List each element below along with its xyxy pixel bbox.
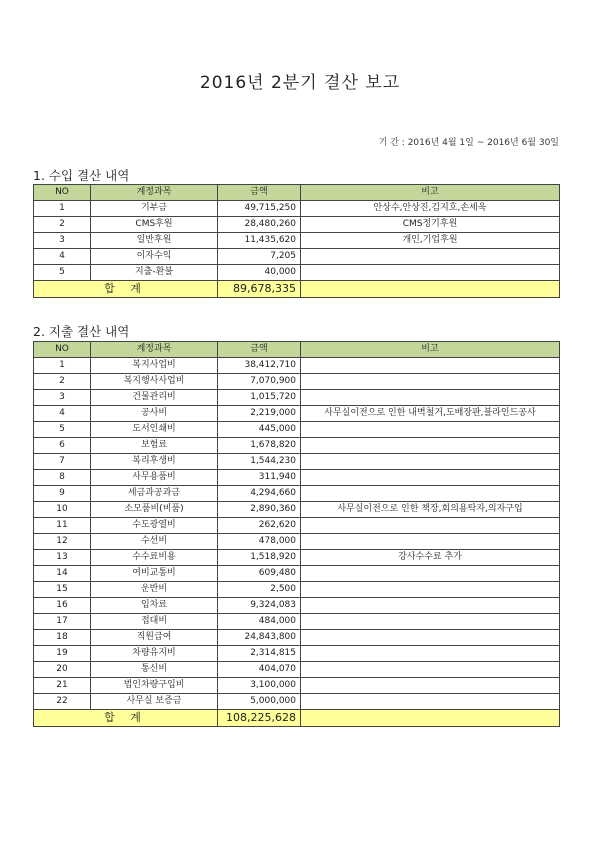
row-amount-cell: 2,500 [218,582,301,598]
row-note-cell: 사무실이전으로 인한 책장,회의용탁자,의자구입 [301,502,560,518]
total-amount: 108,225,628 [218,710,301,727]
table-row [34,534,560,550]
table-row [34,438,560,454]
row-account-cell: 수선비 [91,534,218,550]
total-row [34,710,560,727]
table-row [34,470,560,486]
row-no-cell: 6 [34,438,91,454]
row-no-cell: 17 [34,614,91,630]
table-row [34,502,560,518]
expense-header-row [34,342,560,358]
row-account-cell: 보험료 [91,438,218,454]
row-account-cell: 여비교통비 [91,566,218,582]
row-note-cell [301,694,560,710]
row-no-cell: 19 [34,646,91,662]
income-header-row [34,185,560,201]
table-row [34,566,560,582]
row-amount-cell: 2,314,815 [218,646,301,662]
row-no-cell: 1 [34,358,91,374]
row-amount-cell: 7,205 [218,249,301,265]
row-note-cell [301,390,560,406]
row-amount-cell: 7,070,900 [218,374,301,390]
row-note-cell: 개인,기업후원 [301,233,560,249]
table-row [34,582,560,598]
expense-section-title: 2. 지출 결산 내역 [33,324,130,339]
report-period: 기 간 : 2016년 4월 1일 ~ 2016년 6월 30일 [378,138,559,148]
table-row [34,201,560,217]
total-label: 합 계 [34,281,218,298]
row-amount-cell: 484,000 [218,614,301,630]
table-row [34,614,560,630]
table-row [34,646,560,662]
row-note-cell [301,662,560,678]
row-amount-cell: 38,412,710 [218,358,301,374]
row-amount-cell: 3,100,000 [218,678,301,694]
row-note-cell [301,566,560,582]
row-note-cell [301,614,560,630]
row-note-cell [301,646,560,662]
column-header-account: 계정과목 [91,185,218,201]
row-no-cell: 11 [34,518,91,534]
row-amount-cell: 11,435,620 [218,233,301,249]
row-note-cell [301,438,560,454]
row-note-cell [301,249,560,265]
row-no-cell: 15 [34,582,91,598]
row-amount-cell: 40,000 [218,265,301,281]
total-note-cell [301,710,560,727]
row-note-cell [301,582,560,598]
column-header-note: 비고 [301,185,560,201]
row-account-cell: 기부금 [91,201,218,217]
table-row [34,678,560,694]
row-no-cell: 4 [34,249,91,265]
row-account-cell: 수도광열비 [91,518,218,534]
table-row [34,406,560,422]
row-no-cell: 3 [34,390,91,406]
table-row [34,249,560,265]
row-amount-cell: 445,000 [218,422,301,438]
column-header-amount: 금액 [218,185,301,201]
table-row [34,518,560,534]
row-amount-cell: 1,544,230 [218,454,301,470]
row-no-cell: 21 [34,678,91,694]
row-note-cell [301,678,560,694]
row-account-cell: 이자수익 [91,249,218,265]
row-amount-cell: 24,843,800 [218,630,301,646]
row-no-cell: 22 [34,694,91,710]
row-amount-cell: 49,715,250 [218,201,301,217]
income-table [33,184,560,298]
report-title: 2016년 2분기 결산 보고 [199,73,401,93]
row-no-cell: 18 [34,630,91,646]
table-row [34,390,560,406]
column-header-no: NO [34,185,91,201]
row-account-cell: 차량유지비 [91,646,218,662]
column-header-account: 계정과목 [91,342,218,358]
row-note-cell: 안상수,안상진,김지호,손세욱 [301,201,560,217]
row-no-cell: 2 [34,374,91,390]
row-note-cell [301,374,560,390]
row-note-cell: 강사수수료 추가 [301,550,560,566]
row-note-cell: CMS정기후원 [301,217,560,233]
row-account-cell: 사무실 보증금 [91,694,218,710]
row-amount-cell: 478,000 [218,534,301,550]
column-header-no: NO [34,342,91,358]
row-account-cell: 운반비 [91,582,218,598]
row-note-cell [301,486,560,502]
row-amount-cell: 9,324,083 [218,598,301,614]
column-header-note: 비고 [301,342,560,358]
row-note-cell [301,630,560,646]
table-row [34,486,560,502]
table-row [34,265,560,281]
row-no-cell: 16 [34,598,91,614]
table-row [34,598,560,614]
row-account-cell: 사무용품비 [91,470,218,486]
row-no-cell: 2 [34,217,91,233]
row-note-cell [301,265,560,281]
row-account-cell: 공사비 [91,406,218,422]
row-no-cell: 4 [34,406,91,422]
table-row [34,217,560,233]
row-account-cell: 법인차량구입비 [91,678,218,694]
row-note-cell [301,454,560,470]
row-amount-cell: 2,219,000 [218,406,301,422]
row-no-cell: 5 [34,265,91,281]
row-account-cell: CMS후원 [91,217,218,233]
row-no-cell: 5 [34,422,91,438]
row-amount-cell: 609,480 [218,566,301,582]
row-note-cell [301,358,560,374]
income-section-title: 1. 수입 결산 내역 [33,168,130,183]
row-no-cell: 8 [34,470,91,486]
row-no-cell: 13 [34,550,91,566]
row-amount-cell: 262,620 [218,518,301,534]
table-row [34,694,560,710]
column-header-amount: 금액 [218,342,301,358]
row-note-cell [301,422,560,438]
row-account-cell: 복리후생비 [91,454,218,470]
row-account-cell: 지출-환불 [91,265,218,281]
row-note-cell: 사무실이전으로 인한 내벽철거,도배장판,블라인드공사 [301,406,560,422]
row-no-cell: 3 [34,233,91,249]
table-row [34,550,560,566]
total-label: 합 계 [34,710,218,727]
row-account-cell: 임차료 [91,598,218,614]
row-amount-cell: 2,890,360 [218,502,301,518]
table-row [34,358,560,374]
expense-table [33,341,560,727]
total-row [34,281,560,298]
row-account-cell: 접대비 [91,614,218,630]
table-row [34,454,560,470]
row-note-cell [301,534,560,550]
table-row [34,233,560,249]
row-amount-cell: 4,294,660 [218,486,301,502]
row-account-cell: 도서인쇄비 [91,422,218,438]
row-amount-cell: 1,518,920 [218,550,301,566]
row-account-cell: 통신비 [91,662,218,678]
row-amount-cell: 1,015,720 [218,390,301,406]
row-no-cell: 10 [34,502,91,518]
total-amount: 89,678,335 [218,281,301,298]
row-account-cell: 건물관리비 [91,390,218,406]
row-account-cell: 소모품비(비품) [91,502,218,518]
row-note-cell [301,470,560,486]
table-row [34,374,560,390]
row-amount-cell: 28,480,260 [218,217,301,233]
row-amount-cell: 5,000,000 [218,694,301,710]
table-row [34,422,560,438]
row-amount-cell: 404,070 [218,662,301,678]
row-no-cell: 9 [34,486,91,502]
row-account-cell: 복지사업비 [91,358,218,374]
row-no-cell: 14 [34,566,91,582]
row-amount-cell: 1,678,820 [218,438,301,454]
row-note-cell [301,518,560,534]
row-no-cell: 12 [34,534,91,550]
row-account-cell: 일반후원 [91,233,218,249]
total-note-cell [301,281,560,298]
row-amount-cell: 311,940 [218,470,301,486]
row-note-cell [301,598,560,614]
table-row [34,662,560,678]
row-account-cell: 세금과공과금 [91,486,218,502]
row-account-cell: 수수료비용 [91,550,218,566]
row-no-cell: 7 [34,454,91,470]
row-no-cell: 1 [34,201,91,217]
row-no-cell: 20 [34,662,91,678]
row-account-cell: 직원급여 [91,630,218,646]
table-row [34,630,560,646]
row-account-cell: 복지행사사업비 [91,374,218,390]
